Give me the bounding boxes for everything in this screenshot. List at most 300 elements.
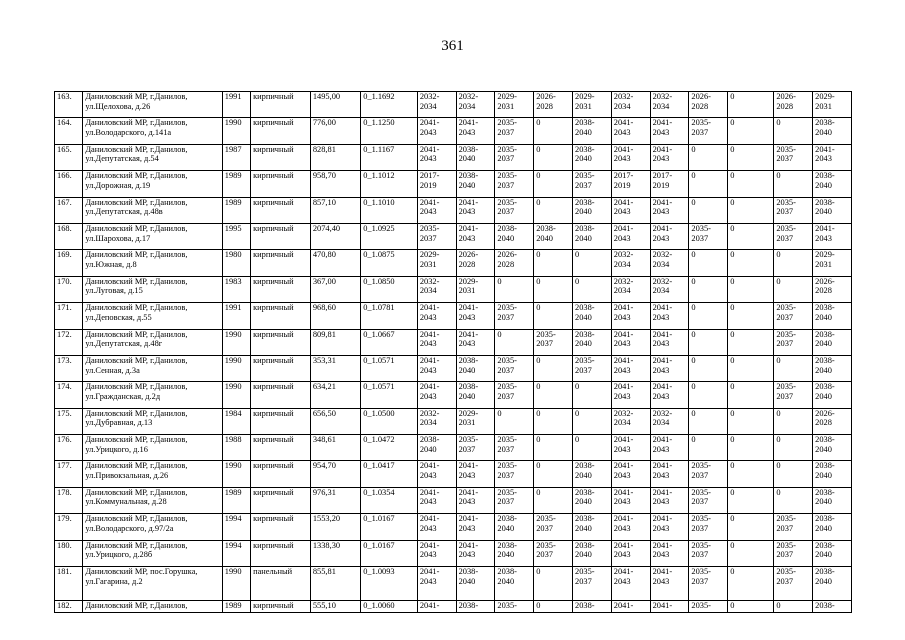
cell-address: Даниловский МР, г.Данилов, ул.Володарского, д.97/2а [83,514,222,540]
cell-repair-period-5: 0 [573,250,612,276]
cell-repair-period-5: 0 [573,382,612,408]
cell-repair-period-7: 2041-2043 [650,355,689,381]
cell-repair-period-10: 2035-2037 [774,567,813,601]
cell-repair-period-8: 2035-2037 [689,514,728,540]
cell-repair-period-10: 2035-2037 [774,540,813,566]
cell-repair-period-6: 2017-2019 [611,171,650,197]
cell-wall-material: кирпичный [251,171,311,197]
cell-repair-period-2: 2041-2043 [456,461,495,487]
cell-repair-period-8: 0 [689,303,728,329]
cell-total-area: 809,81 [310,329,360,355]
cell-repair-period-8: 2035- [689,601,728,613]
cell-repair-period-6: 2041-2043 [611,567,650,601]
cell-repair-period-4: 2035-2037 [534,329,573,355]
cell-repair-period-11: 2041-2043 [813,223,852,249]
cell-repair-period-10: 2035-2037 [774,223,813,249]
cell-repair-period-8: 0 [689,197,728,223]
cell-priority-index: 0_1.0571 [361,355,418,381]
table-row [55,223,852,249]
cell-repair-period-3: 2038-2040 [495,567,534,601]
cell-repair-period-10: 2035-2037 [774,329,813,355]
cell-total-area: 2074,40 [310,223,360,249]
cell-repair-period-7: 2017-2019 [650,171,689,197]
cell-year-built: 1990 [222,382,250,408]
cell-address: Даниловский МР, г.Данилов, ул.Урицкого, д.16 [83,435,222,461]
cell-repair-period-4: 0 [534,487,573,513]
cell-repair-period-4: 0 [534,567,573,601]
cell-wall-material: кирпичный [251,382,311,408]
cell-repair-period-11: 2038-2040 [813,382,852,408]
cell-row-number: 180. [55,540,83,566]
cell-year-built: 1990 [222,118,250,144]
cell-repair-period-6: 2041-2043 [611,329,650,355]
table-row [55,567,852,601]
cell-repair-period-11: 2038-2040 [813,514,852,540]
cell-repair-period-10: 2035-2037 [774,144,813,170]
cell-repair-period-11: 2026-2028 [813,408,852,434]
cell-repair-period-5: 2038-2040 [573,144,612,170]
cell-wall-material: кирпичный [251,408,311,434]
cell-repair-period-5: 2038-2040 [573,223,612,249]
cell-priority-index: 0_1.0925 [361,223,418,249]
cell-address: Даниловский МР, г.Данилов, ул.Деповская, д.55 [83,303,222,329]
cell-year-built: 1990 [222,567,250,601]
cell-wall-material: кирпичный [251,329,311,355]
cell-repair-period-3: 2035-2037 [495,355,534,381]
table-row [55,540,852,566]
table-row [55,355,852,381]
cell-repair-period-11: 2038-2040 [813,303,852,329]
cell-repair-period-1: 2041-2043 [417,567,456,601]
cell-wall-material: кирпичный [251,303,311,329]
cell-year-built: 1991 [222,303,250,329]
cell-address: Даниловский МР, г.Данилов, ул.Депутатская, д.48г [83,329,222,355]
cell-repair-period-1: 2032-2034 [417,276,456,302]
cell-repair-period-2: 2041-2043 [456,487,495,513]
cell-row-number: 179. [55,514,83,540]
cell-total-area: 656,50 [310,408,360,434]
cell-wall-material: кирпичный [251,223,311,249]
cell-year-built: 1989 [222,197,250,223]
cell-repair-period-4: 0 [534,171,573,197]
cell-repair-period-6: 2032-2034 [611,408,650,434]
cell-priority-index: 0_1.0354 [361,487,418,513]
cell-repair-period-4: 2026-2028 [534,92,573,118]
cell-repair-period-7: 2032-2034 [650,92,689,118]
cell-repair-period-9: 0 [728,540,774,566]
cell-priority-index: 0_1.1010 [361,197,418,223]
cell-repair-period-3: 2035-2037 [495,303,534,329]
cell-repair-period-7: 2041-2043 [650,197,689,223]
cell-repair-period-11: 2038-2040 [813,487,852,513]
table-body [55,92,852,613]
cell-repair-period-9: 0 [728,223,774,249]
cell-repair-period-2: 2032-2034 [456,92,495,118]
cell-repair-period-10: 0 [774,435,813,461]
cell-repair-period-1: 2041-2043 [417,514,456,540]
cell-row-number: 169. [55,250,83,276]
cell-total-area: 855,81 [310,567,360,601]
cell-repair-period-6: 2041-2043 [611,355,650,381]
cell-wall-material: кирпичный [251,250,311,276]
cell-repair-period-6: 2041-2043 [611,118,650,144]
cell-priority-index: 0_1.0850 [361,276,418,302]
housing-repair-table [54,91,852,613]
cell-repair-period-11: 2038- [813,601,852,613]
cell-address: Даниловский МР, г.Данилов, [83,601,222,613]
cell-repair-period-10: 2035-2037 [774,382,813,408]
cell-repair-period-4: 0 [534,197,573,223]
table-row [55,514,852,540]
cell-repair-period-7: 2041-2043 [650,514,689,540]
cell-repair-period-8: 0 [689,171,728,197]
cell-repair-period-8: 0 [689,382,728,408]
cell-repair-period-10: 0 [774,118,813,144]
cell-wall-material: кирпичный [251,461,311,487]
cell-repair-period-4: 0 [534,435,573,461]
cell-total-area: 954,70 [310,461,360,487]
cell-repair-period-11: 2038-2040 [813,540,852,566]
cell-repair-period-8: 2026-2028 [689,92,728,118]
cell-repair-period-6: 2041-2043 [611,197,650,223]
cell-repair-period-8: 0 [689,276,728,302]
cell-repair-period-9: 0 [728,461,774,487]
cell-address: Даниловский МР, г.Данилов, ул.Щелохова, д.26 [83,92,222,118]
cell-repair-period-5: 2038-2040 [573,329,612,355]
cell-repair-period-9: 0 [728,92,774,118]
cell-repair-period-1: 2017-2019 [417,171,456,197]
cell-repair-period-1: 2038-2040 [417,435,456,461]
cell-priority-index: 0_1.0060 [361,601,418,613]
cell-repair-period-7: 2041-2043 [650,303,689,329]
cell-repair-period-11: 2038-2040 [813,118,852,144]
cell-total-area: 348,61 [310,435,360,461]
cell-repair-period-5: 2038- [573,601,612,613]
cell-year-built: 1984 [222,408,250,434]
cell-repair-period-11: 2026-2028 [813,276,852,302]
cell-repair-period-1: 2041-2043 [417,487,456,513]
cell-repair-period-4: 0 [534,276,573,302]
cell-repair-period-9: 0 [728,514,774,540]
cell-repair-period-10: 0 [774,461,813,487]
cell-repair-period-2: 2041-2043 [456,329,495,355]
cell-repair-period-7: 2041-2043 [650,487,689,513]
cell-repair-period-5: 2038-2040 [573,118,612,144]
cell-repair-period-1: 2041-2043 [417,303,456,329]
cell-year-built: 1990 [222,329,250,355]
cell-repair-period-5: 2038-2040 [573,303,612,329]
cell-repair-period-1: 2041-2043 [417,118,456,144]
cell-repair-period-9: 0 [728,250,774,276]
cell-repair-period-8: 0 [689,435,728,461]
cell-repair-period-9: 0 [728,567,774,601]
cell-repair-period-9: 0 [728,408,774,434]
cell-repair-period-2: 2041-2043 [456,118,495,144]
cell-priority-index: 0_1.0167 [361,540,418,566]
cell-row-number: 181. [55,567,83,601]
table-row [55,461,852,487]
cell-repair-period-9: 0 [728,118,774,144]
cell-repair-period-11: 2029-2031 [813,250,852,276]
cell-repair-period-9: 0 [728,303,774,329]
cell-repair-period-5: 0 [573,435,612,461]
cell-repair-period-3: 2038-2040 [495,540,534,566]
cell-repair-period-3: 0 [495,408,534,434]
cell-priority-index: 0_1.1250 [361,118,418,144]
cell-year-built: 1983 [222,276,250,302]
cell-repair-period-3: 2035-2037 [495,461,534,487]
cell-priority-index: 0_1.1012 [361,171,418,197]
cell-repair-period-7: 2032-2034 [650,250,689,276]
table-row [55,197,852,223]
cell-repair-period-5: 2038-2040 [573,197,612,223]
cell-repair-period-10: 2035-2037 [774,514,813,540]
cell-repair-period-1: 2032-2034 [417,92,456,118]
cell-repair-period-2: 2038-2040 [456,355,495,381]
cell-row-number: 177. [55,461,83,487]
cell-repair-period-3: 2029-2031 [495,92,534,118]
cell-row-number: 167. [55,197,83,223]
cell-total-area: 353,31 [310,355,360,381]
cell-priority-index: 0_1.0571 [361,382,418,408]
table-row [55,144,852,170]
cell-repair-period-7: 2041-2043 [650,382,689,408]
cell-repair-period-6: 2041- [611,601,650,613]
cell-repair-period-1: 2035-2037 [417,223,456,249]
cell-repair-period-9: 0 [728,355,774,381]
cell-repair-period-3: 2035-2037 [495,197,534,223]
cell-repair-period-2: 2041-2043 [456,514,495,540]
cell-repair-period-5: 2029-2031 [573,92,612,118]
cell-repair-period-4: 0 [534,382,573,408]
cell-repair-period-4: 2038-2040 [534,223,573,249]
cell-repair-period-7: 2041-2043 [650,144,689,170]
cell-repair-period-9: 0 [728,601,774,613]
cell-repair-period-11: 2038-2040 [813,329,852,355]
cell-repair-period-3: 2038-2040 [495,514,534,540]
cell-repair-period-9: 0 [728,197,774,223]
cell-repair-period-4: 0 [534,408,573,434]
cell-repair-period-6: 2041-2043 [611,435,650,461]
cell-wall-material: кирпичный [251,355,311,381]
cell-total-area: 634,21 [310,382,360,408]
cell-repair-period-6: 2041-2043 [611,382,650,408]
cell-total-area: 1495,00 [310,92,360,118]
cell-repair-period-7: 2032-2034 [650,408,689,434]
table-row [55,329,852,355]
cell-year-built: 1990 [222,461,250,487]
cell-repair-period-8: 2035-2037 [689,223,728,249]
cell-repair-period-1: 2041-2043 [417,382,456,408]
cell-repair-period-7: 2041-2043 [650,329,689,355]
cell-repair-period-1: 2032-2034 [417,408,456,434]
cell-repair-period-8: 2035-2037 [689,461,728,487]
cell-priority-index: 0_1.0167 [361,514,418,540]
cell-year-built: 1980 [222,250,250,276]
cell-repair-period-3: 2026-2028 [495,250,534,276]
cell-total-area: 555,10 [310,601,360,613]
page-number: 361 [441,38,464,54]
cell-repair-period-10: 2035-2037 [774,197,813,223]
cell-address: Даниловский МР, г.Данилов, ул.Сенная, д.3а [83,355,222,381]
cell-repair-period-10: 0 [774,408,813,434]
cell-row-number: 172. [55,329,83,355]
cell-repair-period-11: 2029-2031 [813,92,852,118]
cell-address: Даниловский МР, г.Данилов, ул.Привокзальная, д.26 [83,461,222,487]
cell-repair-period-6: 2032-2034 [611,92,650,118]
cell-repair-period-8: 0 [689,355,728,381]
cell-repair-period-4: 2035-2037 [534,540,573,566]
cell-repair-period-8: 2035-2037 [689,567,728,601]
cell-repair-period-1: 2041-2043 [417,540,456,566]
cell-row-number: 176. [55,435,83,461]
cell-repair-period-7: 2041-2043 [650,540,689,566]
cell-repair-period-2: 2038-2040 [456,144,495,170]
cell-repair-period-10: 0 [774,276,813,302]
cell-repair-period-1: 2041-2043 [417,197,456,223]
cell-repair-period-1: 2041-2043 [417,329,456,355]
cell-repair-period-5: 2035-2037 [573,355,612,381]
cell-repair-period-6: 2041-2043 [611,223,650,249]
cell-repair-period-3: 2035-2037 [495,171,534,197]
cell-repair-period-2: 2038-2040 [456,567,495,601]
cell-repair-period-9: 0 [728,329,774,355]
cell-repair-period-2: 2029-2031 [456,276,495,302]
table-row [55,487,852,513]
cell-total-area: 958,70 [310,171,360,197]
cell-year-built: 1987 [222,144,250,170]
cell-repair-period-2: 2041-2043 [456,197,495,223]
cell-repair-period-11: 2038-2040 [813,355,852,381]
cell-repair-period-4: 0 [534,144,573,170]
cell-address: Даниловский МР, г.Данилов, ул.Депутатская, д.48в [83,197,222,223]
cell-wall-material: кирпичный [251,435,311,461]
cell-repair-period-11: 2038-2040 [813,435,852,461]
cell-repair-period-3: 2035-2037 [495,144,534,170]
cell-address: Даниловский МР, г.Данилов, ул.Гражданская, д.2д [83,382,222,408]
cell-repair-period-3: 2035- [495,601,534,613]
cell-repair-period-6: 2041-2043 [611,487,650,513]
cell-row-number: 173. [55,355,83,381]
cell-wall-material: кирпичный [251,514,311,540]
cell-repair-period-1: 2041-2043 [417,144,456,170]
cell-year-built: 1988 [222,435,250,461]
cell-total-area: 828,81 [310,144,360,170]
cell-repair-period-2: 2041-2043 [456,303,495,329]
cell-priority-index: 0_1.1692 [361,92,418,118]
cell-repair-period-2: 2038- [456,601,495,613]
table-row [55,171,852,197]
cell-repair-period-8: 0 [689,250,728,276]
cell-wall-material: кирпичный [251,118,311,144]
cell-repair-period-4: 0 [534,461,573,487]
cell-repair-period-1: 2041- [417,601,456,613]
cell-repair-period-11: 2038-2040 [813,197,852,223]
cell-repair-period-3: 0 [495,329,534,355]
cell-wall-material: кирпичный [251,487,311,513]
cell-total-area: 1553,20 [310,514,360,540]
cell-wall-material: кирпичный [251,540,311,566]
cell-repair-period-10: 0 [774,355,813,381]
cell-total-area: 976,31 [310,487,360,513]
cell-repair-period-3: 2035-2037 [495,435,534,461]
cell-year-built: 1994 [222,540,250,566]
table-row [55,250,852,276]
cell-address: Даниловский МР, пос.Горушка, ул.Гагарина, д.2 [83,567,222,601]
cell-priority-index: 0_1.1167 [361,144,418,170]
cell-repair-period-2: 2026-2028 [456,250,495,276]
cell-row-number: 165. [55,144,83,170]
cell-priority-index: 0_1.0417 [361,461,418,487]
cell-row-number: 163. [55,92,83,118]
cell-total-area: 776,00 [310,118,360,144]
cell-address: Даниловский МР, г.Данилов, ул.Луговая, д.15 [83,276,222,302]
cell-repair-period-11: 2038-2040 [813,461,852,487]
cell-repair-period-10: 2026-2028 [774,92,813,118]
cell-repair-period-4: 2035-2037 [534,514,573,540]
cell-row-number: 174. [55,382,83,408]
cell-repair-period-5: 0 [573,408,612,434]
cell-repair-period-3: 2035-2037 [495,487,534,513]
cell-repair-period-8: 0 [689,329,728,355]
cell-repair-period-6: 2041-2043 [611,540,650,566]
cell-repair-period-5: 2038-2040 [573,487,612,513]
cell-address: Даниловский МР, г.Данилов, ул.Коммунальная, д.28 [83,487,222,513]
cell-total-area: 470,80 [310,250,360,276]
cell-repair-period-1: 2041-2043 [417,355,456,381]
cell-repair-period-7: 2041-2043 [650,567,689,601]
cell-repair-period-2: 2041-2043 [456,540,495,566]
cell-repair-period-7: 2032-2034 [650,276,689,302]
cell-repair-period-10: 0 [774,250,813,276]
cell-row-number: 168. [55,223,83,249]
cell-repair-period-2: 2038-2040 [456,382,495,408]
cell-priority-index: 0_1.0093 [361,567,418,601]
cell-repair-period-11: 2041-2043 [813,144,852,170]
cell-wall-material: панельный [251,567,311,601]
cell-priority-index: 0_1.0875 [361,250,418,276]
cell-repair-period-9: 0 [728,382,774,408]
cell-repair-period-10: 0 [774,487,813,513]
cell-repair-period-6: 2041-2043 [611,303,650,329]
cell-total-area: 367,00 [310,276,360,302]
cell-repair-period-9: 0 [728,171,774,197]
cell-address: Даниловский МР, г.Данилов, ул.Дубравная, д.13 [83,408,222,434]
cell-total-area: 968,60 [310,303,360,329]
cell-wall-material: кирпичный [251,276,311,302]
cell-row-number: 171. [55,303,83,329]
cell-repair-period-4: 0 [534,250,573,276]
cell-address: Даниловский МР, г.Данилов, ул.Урицкого, д.28б [83,540,222,566]
cell-repair-period-6: 2032-2034 [611,276,650,302]
cell-year-built: 1989 [222,171,250,197]
cell-repair-period-11: 2038-2040 [813,171,852,197]
cell-repair-period-4: 0 [534,601,573,613]
cell-repair-period-9: 0 [728,487,774,513]
cell-year-built: 1989 [222,487,250,513]
cell-repair-period-5: 2035-2037 [573,171,612,197]
cell-repair-period-8: 0 [689,408,728,434]
cell-repair-period-8: 2035-2037 [689,118,728,144]
cell-repair-period-2: 2029-2031 [456,408,495,434]
cell-wall-material: кирпичный [251,144,311,170]
cell-address: Даниловский МР, г.Данилов, ул.Южная, д.8 [83,250,222,276]
cell-year-built: 1991 [222,92,250,118]
cell-address: Даниловский МР, г.Данилов, ул.Шарохова, д.17 [83,223,222,249]
cell-repair-period-1: 2041-2043 [417,461,456,487]
cell-repair-period-11: 2038-2040 [813,567,852,601]
cell-repair-period-9: 0 [728,144,774,170]
